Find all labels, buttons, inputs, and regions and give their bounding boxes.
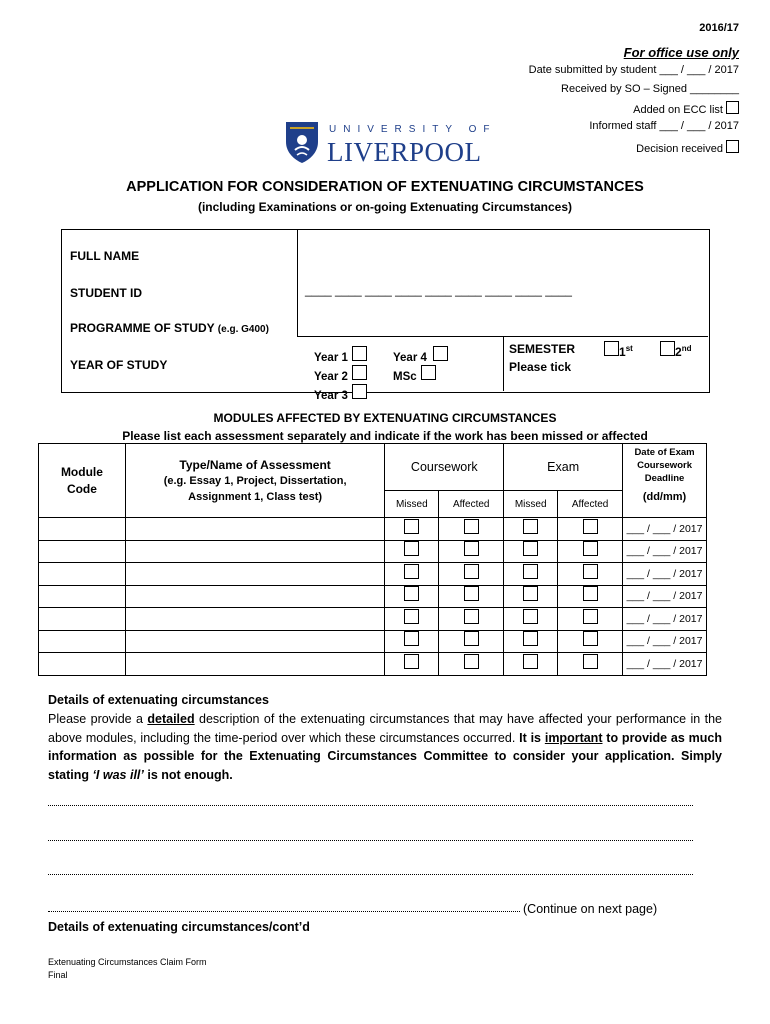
exam-missed-checkbox[interactable]	[523, 654, 538, 669]
exam-affected-checkbox[interactable]	[583, 519, 598, 534]
details-important: important	[544, 730, 603, 745]
assessment-cell[interactable]	[125, 540, 384, 563]
footer-status: Final	[48, 970, 68, 980]
added-ecc-checkbox[interactable]	[726, 101, 739, 114]
coursework-affected-checkbox[interactable]	[464, 586, 479, 601]
assessment-header-line3: Assignment 1, Class test)	[188, 490, 323, 503]
module-row	[39, 608, 707, 631]
date-submitted-line: Date submitted by student ___ / ___ / 2017	[528, 64, 739, 76]
assessment-header-line1: Type/Name of Assessment	[179, 457, 331, 472]
semester-2-sup: nd	[681, 344, 692, 353]
assessment-cell[interactable]	[125, 653, 384, 676]
exam-missed-checkbox[interactable]	[523, 564, 538, 579]
decision-received-label: Decision received	[636, 143, 723, 155]
assessment-cell[interactable]	[125, 563, 384, 586]
programme-label	[70, 321, 269, 335]
year-1-label: Year 1	[314, 352, 348, 364]
coursework-missed-checkbox[interactable]	[404, 631, 419, 646]
programme-label-text: PROGRAMME OF STUDY	[70, 321, 215, 335]
module-code-cell[interactable]	[39, 630, 126, 653]
details-quote: ‘I was ill’	[92, 767, 144, 782]
module-code-cell[interactable]	[39, 563, 126, 586]
module-row	[39, 540, 707, 563]
year-4-label: Year 4	[393, 352, 427, 364]
year-of-study-label: YEAR OF STUDY	[70, 358, 168, 372]
please-tick-label: Please tick	[509, 360, 572, 374]
crest-icon	[285, 120, 319, 164]
received-by-line: Received by SO – Signed ________	[561, 83, 739, 95]
exam-affected-header: Affected	[558, 491, 623, 518]
deadline-header-line1: Date of Exam	[634, 447, 695, 458]
programme-input[interactable]	[302, 308, 702, 334]
exam-missed-checkbox[interactable]	[523, 609, 538, 624]
details-detailed: detailed	[147, 712, 195, 726]
details-p2-a: It is	[519, 730, 545, 745]
msc-checkbox[interactable]	[421, 365, 436, 380]
decision-received-row	[636, 140, 739, 155]
deadline-cell[interactable]: ___ / ___ / 2017	[623, 540, 707, 563]
added-ecc-row	[633, 101, 739, 116]
year-options-right	[393, 346, 448, 384]
exam-header: Exam	[504, 444, 623, 491]
footer-form-name: Extenuating Circumstances Claim Form	[48, 957, 207, 967]
module-code-header	[39, 444, 126, 518]
semester-label-block	[509, 340, 575, 376]
logo-university-of: UNIVERSITY OF	[329, 124, 497, 135]
coursework-missed-header: Missed	[385, 491, 439, 518]
module-row	[39, 630, 707, 653]
coursework-missed-checkbox[interactable]	[404, 609, 419, 624]
coursework-missed-checkbox[interactable]	[404, 541, 419, 556]
office-use-title: For office use only	[623, 45, 739, 60]
semester-2-checkbox[interactable]	[660, 341, 675, 356]
details-p1-rest: description of the extenuating circumstances that may have affected your performance in the above modules, including the time-period over which these circumstances occurred.	[48, 712, 722, 745]
details-p2-c: is not enough.	[143, 767, 233, 782]
details-line-2[interactable]	[48, 840, 693, 841]
module-code-cell[interactable]	[39, 518, 126, 541]
details-line-1[interactable]	[48, 805, 693, 806]
exam-missed-checkbox[interactable]	[523, 541, 538, 556]
student-id-label: STUDENT ID	[70, 286, 142, 300]
coursework-affected-checkbox[interactable]	[464, 541, 479, 556]
coursework-missed-checkbox[interactable]	[404, 586, 419, 601]
year-2-label: Year 2	[314, 371, 348, 383]
programme-hint: (e.g. G400)	[217, 324, 269, 335]
exam-affected-checkbox[interactable]	[583, 586, 598, 601]
deadline-header-line2: Coursework	[637, 460, 692, 471]
semester-1-label: 1	[619, 345, 626, 359]
assessment-cell[interactable]	[125, 608, 384, 631]
exam-affected-checkbox[interactable]	[583, 654, 598, 669]
modules-instruction: Please list each assessment separately and indicate if the work has been missed or affected	[122, 429, 648, 443]
assessment-cell[interactable]	[125, 630, 384, 653]
semester-1-checkbox[interactable]	[604, 341, 619, 356]
added-ecc-label: Added on ECC list	[633, 104, 723, 116]
exam-affected-checkbox[interactable]	[583, 631, 598, 646]
year-3-label: Year 3	[314, 390, 348, 402]
coursework-affected-checkbox[interactable]	[464, 631, 479, 646]
coursework-missed-checkbox[interactable]	[404, 564, 419, 579]
deadline-header-format: (dd/mm)	[642, 491, 687, 503]
coursework-affected-checkbox[interactable]	[464, 609, 479, 624]
personal-details-box	[61, 229, 710, 402]
assessment-header-line2: (e.g. Essay 1, Project, Dissertation,	[163, 474, 347, 487]
form-title: APPLICATION FOR CONSIDERATION OF EXTENUATING CIRCUMSTANCES	[126, 179, 644, 195]
coursework-affected-header: Affected	[439, 491, 504, 518]
module-row	[39, 563, 707, 586]
semester-2-label: 2	[675, 345, 682, 359]
coursework-affected-checkbox[interactable]	[464, 564, 479, 579]
deadline-cell[interactable]: ___ / ___ / 2017	[623, 608, 707, 631]
full-name-label: FULL NAME	[70, 249, 140, 263]
deadline-header-line3: Deadline	[644, 473, 685, 484]
semester-1-sup: st	[625, 344, 633, 353]
module-header-line2: Code	[66, 481, 97, 496]
assessment-header	[125, 444, 384, 518]
academic-year: 2016/17	[699, 22, 739, 34]
details-p2-b: to provide as much information as possible for the Extenuating Circumstances Committee to consider your application. Simply stating	[48, 730, 722, 782]
year-4-checkbox[interactable]	[433, 346, 448, 361]
details-contd-heading: Details of extenuating circumstances/cont’d	[48, 920, 310, 934]
coursework-missed-checkbox[interactable]	[404, 654, 419, 669]
module-code-cell[interactable]	[39, 585, 126, 608]
module-code-cell[interactable]	[39, 540, 126, 563]
deadline-cell[interactable]: ___ / ___ / 2017	[623, 585, 707, 608]
exam-affected-checkbox[interactable]	[583, 609, 598, 624]
deadline-cell[interactable]: ___ / ___ / 2017	[623, 518, 707, 541]
full-name-input[interactable]	[302, 236, 702, 262]
continue-note: (Continue on next page)	[523, 902, 658, 916]
year-3-checkbox[interactable]	[352, 384, 367, 399]
module-code-cell[interactable]	[39, 608, 126, 631]
exam-missed-header: Missed	[504, 491, 558, 518]
details-p1: Please provide a	[48, 712, 148, 726]
details-heading: Details of extenuating circumstances	[48, 693, 269, 707]
details-line-4[interactable]	[48, 911, 520, 912]
exam-affected-checkbox[interactable]	[583, 564, 598, 579]
assessment-cell[interactable]	[125, 518, 384, 541]
coursework-missed-checkbox[interactable]	[404, 519, 419, 534]
modules-heading: MODULES AFFECTED BY EXTENUATING CIRCUMSTANCES	[213, 411, 557, 425]
coursework-header: Coursework	[385, 444, 504, 491]
form-subtitle: (including Examinations or on-going Extenuating Circumstances)	[197, 200, 573, 214]
coursework-affected-checkbox[interactable]	[464, 519, 479, 534]
year-options-left	[314, 346, 367, 403]
module-code-cell[interactable]	[39, 653, 126, 676]
year-2-checkbox[interactable]	[352, 365, 367, 380]
msc-label: MSc	[393, 371, 417, 383]
module-row	[39, 653, 707, 676]
deadline-cell[interactable]: ___ / ___ / 2017	[623, 630, 707, 653]
module-row	[39, 585, 707, 608]
decision-received-checkbox[interactable]	[726, 140, 739, 153]
deadline-cell[interactable]: ___ / ___ / 2017	[623, 653, 707, 676]
assessment-cell[interactable]	[125, 585, 384, 608]
semester-label: SEMESTER	[509, 342, 576, 356]
informed-staff-line: Informed staff ___ / ___ / 2017	[589, 120, 739, 132]
modules-table	[38, 443, 707, 676]
student-id-input[interactable]: ____ ____ ____ ____ ____ ____ ____ ____ ____	[305, 283, 572, 297]
module-header-line1: Module	[60, 464, 103, 479]
deadline-header	[623, 444, 707, 518]
exam-missed-checkbox[interactable]	[523, 519, 538, 534]
semester-1-option	[604, 341, 633, 359]
semester-2-option	[660, 341, 691, 359]
exam-affected-checkbox[interactable]	[583, 541, 598, 556]
exam-missed-checkbox[interactable]	[523, 631, 538, 646]
logo-liverpool: LIVERPOOL	[327, 137, 482, 167]
details-line-3[interactable]	[48, 874, 693, 875]
deadline-cell[interactable]: ___ / ___ / 2017	[623, 563, 707, 586]
module-rows	[39, 518, 707, 676]
module-row	[39, 518, 707, 541]
details-instructions	[48, 710, 722, 784]
coursework-affected-checkbox[interactable]	[464, 654, 479, 669]
year-1-checkbox[interactable]	[352, 346, 367, 361]
exam-missed-checkbox[interactable]	[523, 586, 538, 601]
